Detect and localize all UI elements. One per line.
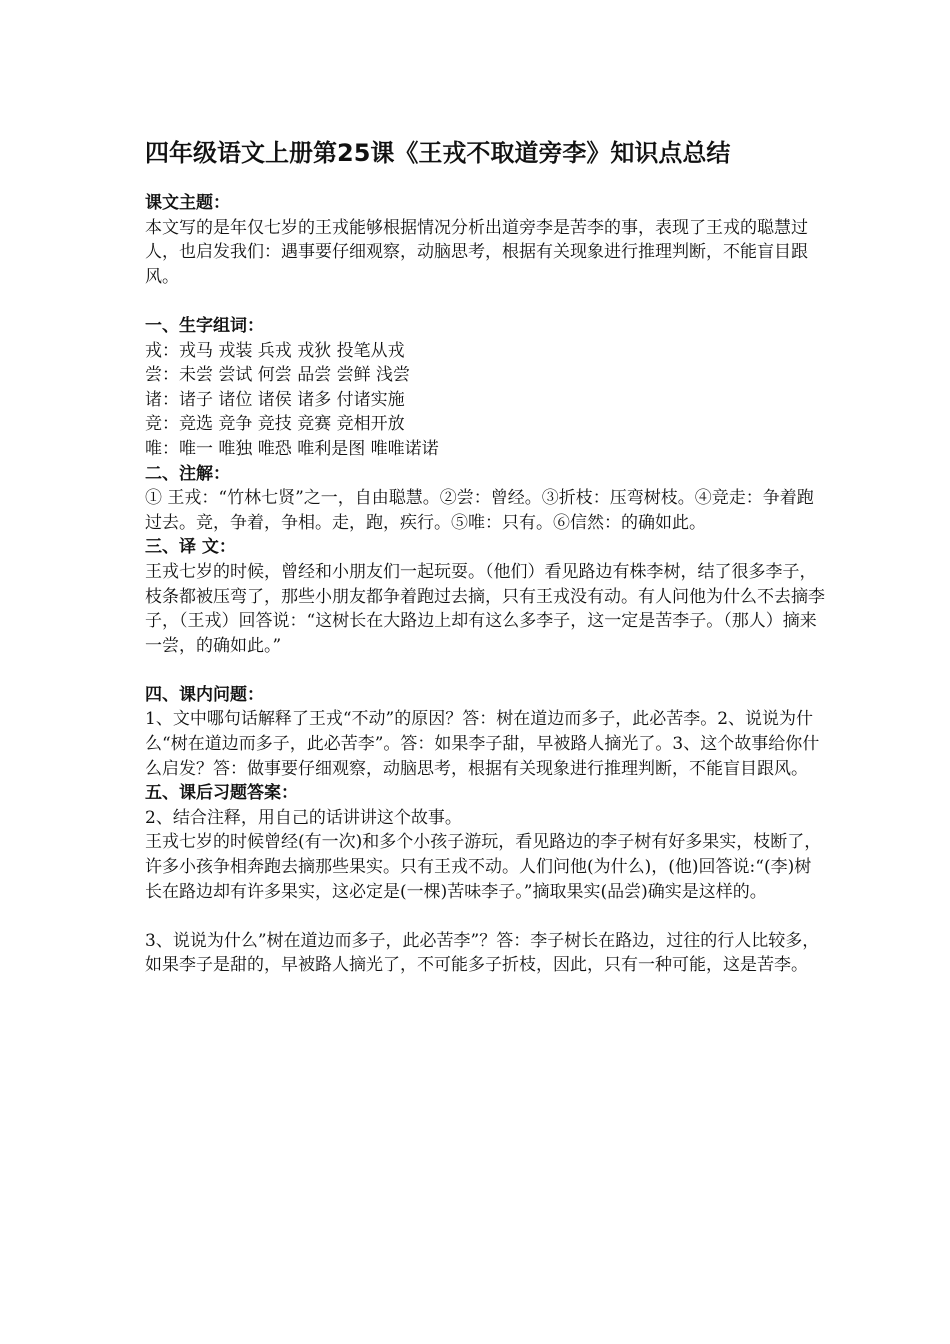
annotation-text: ① 王戎：“竹林七贤”之一，自由聪慧。②尝：曾经。③折枝：压弯树枝。④竞走：争着跑过去。竞，争着，争相。走，跑，疾行。⑤唯：只有。⑥信然：的确如此。	[145, 488, 814, 533]
spacer	[145, 904, 825, 929]
vocab-line: 尝：未尝 尝试 何尝 品尝 尝鲜 浅尝	[145, 365, 411, 386]
section5-heading: 五、课后习题答案：	[145, 783, 298, 804]
document-body	[145, 191, 825, 978]
spacer	[145, 289, 825, 314]
spacer	[145, 658, 825, 683]
translation-text: 王戎七岁的时候，曾经和小朋友们一起玩耍。（他们）看见路边有株李树，结了很多李子，枝条都被压弯了，那些小朋友都争着跑过去摘，只有王戎没有动。有人问他为什么不去摘李子，（王戎）回答说：“这树长在大路边上却有这么多李子，这一定是苦李子。（那人）摘来一尝，的确如此。”	[145, 561, 825, 656]
exercise3-text: 3、说说为什么”树在道边而多子，此必苦李”？答：李子树长在路边，过往的行人比较多，如果李子是甜的，早被路人摘光了，不可能多子折枝，因此，只有一种可能，这是苦李。	[145, 930, 820, 976]
questions-text: 1、文中哪句话解释了王戎“不动”的原因？答：树在道边而多子，此必苦李。2、说说为什么“树在道边而多子，此必苦李”。答：如果李子甜，早被路人摘光了。3、这个故事给你什么启发？答：做事要仔细观察，动脑思考，根据有关现象进行推理判断，不能盲目跟风。	[145, 709, 820, 779]
vocab-line: 戎：戎马 戎装 兵戎 戎狄 投笔从戎	[145, 340, 405, 361]
section3-heading: 三、译 文：	[145, 537, 236, 558]
exercise2-answer: 王戎七岁的时候曾经(有一次)和多个小孩子游玩，看见路边的李子树有好多果实，枝断了，许多小孩争相奔跑去摘那些果实。只有王戎不动。人们问他(为什么)，(他)回答说:“(李)树长在路边却有许多果实，这必定是(一棵)苦味李子。”摘取果实(品尝)确实是这样的。	[145, 832, 822, 902]
exercise2-question: 2、结合注释，用自己的话讲讲这个故事。	[145, 807, 462, 828]
theme-heading: 课文主题：	[145, 193, 230, 213]
vocab-line: 唯：唯一 唯独 唯恐 唯利是图 唯唯诺诺	[145, 438, 439, 459]
section1-heading: 一、生字组词：	[145, 315, 264, 336]
vocab-line: 诸：诸子 诸位 诸侯 诸多 付诸实施	[145, 389, 405, 410]
section4-heading: 四、课内问题：	[145, 684, 264, 705]
theme-text: 本文写的是年仅七岁的王戎能够根据情况分析出道旁李是苦李的事，表现了王戎的聪慧过人，也启发我们：遇事要仔细观察，动脑思考，根据有关现象进行推理判断，不能盲目跟风。	[145, 217, 808, 287]
section2-heading: 二、注解：	[145, 463, 230, 484]
page-title: 四年级语文上册第25课《王戎不取道旁李》知识点总结	[145, 139, 731, 167]
vocab-line: 竞：竞选 竞争 竞技 竞赛 竞相开放	[145, 414, 405, 435]
